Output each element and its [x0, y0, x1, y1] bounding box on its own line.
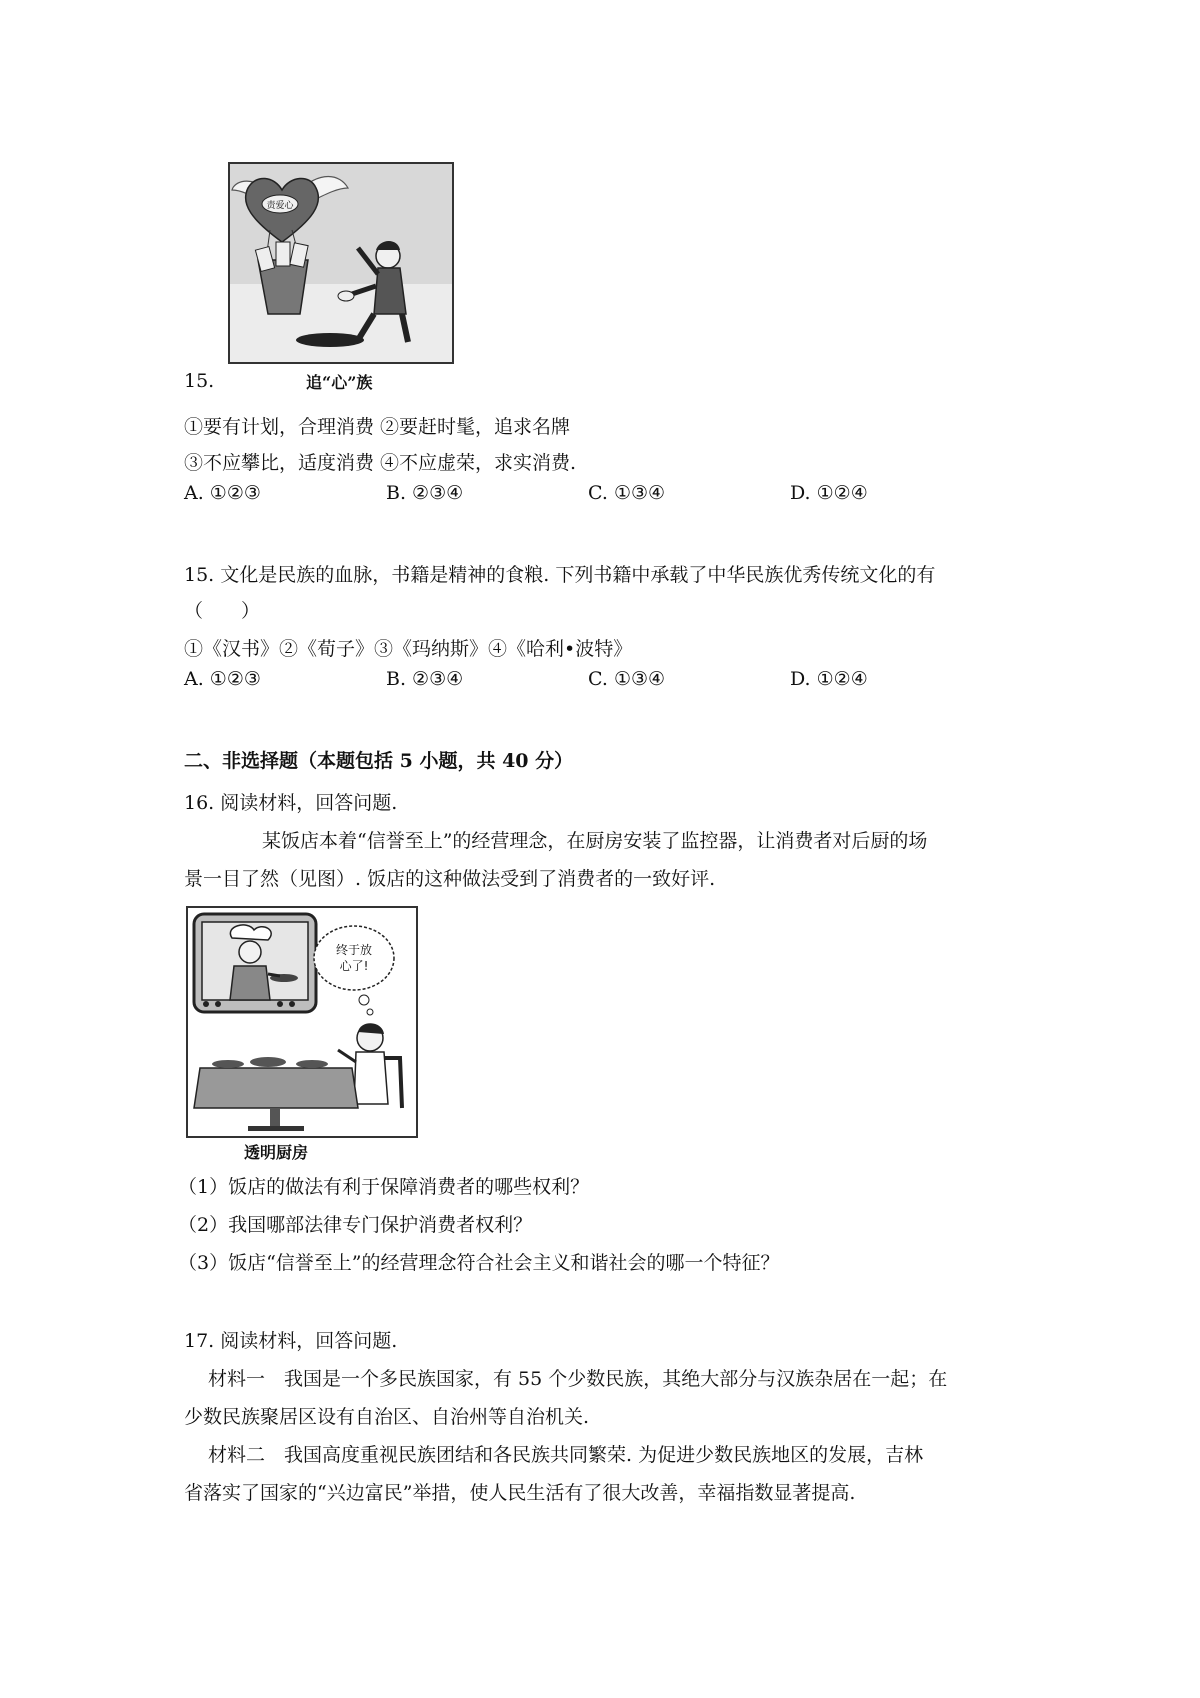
q17-material1-line2: 少数民族聚居区设有自治区、自治州等自治机关. — [184, 1406, 590, 1428]
kitchen-caption: 透明厨房 — [244, 1143, 309, 1162]
q15b-option-a[interactable]: A. ①②③ — [184, 668, 261, 690]
q15a-items-line1: ①要有计划，合理消费 ②要赶时髦，追求名牌 — [184, 416, 571, 438]
cartoon-zhui-xin-zu — [228, 162, 454, 364]
q15b-stem: 15. 文化是民族的血脉，书籍是精神的食粮. 下列书籍中承载了中华民族优秀传统文化的有 — [184, 564, 936, 586]
kitchen-illustration — [188, 908, 416, 1136]
q15a-items-line2: ③不应攀比，适度消费 ④不应虚荣，求实消费. — [184, 452, 577, 474]
q16-sub1: （1）饭店的做法有利于保障消费者的哪些权利？ — [178, 1176, 590, 1198]
cartoon-illustration — [230, 164, 452, 362]
cartoon-caption: 追“心”族 — [306, 373, 373, 392]
q15a-option-b[interactable]: B. ②③④ — [386, 482, 464, 504]
q15b-answer-paren: （ ） — [184, 600, 261, 622]
q17-material2-line1: 材料二 我国高度重视民族团结和各民族共同繁荣. 为促进少数民族地区的发展，吉林 — [208, 1444, 924, 1466]
q16-title: 16. 阅读材料，回答问题. — [184, 792, 398, 814]
q15a-option-a[interactable]: A. ①②③ — [184, 482, 261, 504]
q15a-option-d[interactable]: D. ①②④ — [790, 482, 868, 504]
balloon-label: 责爱心 — [266, 201, 294, 211]
section-heading: 二、非选择题（本题包括 5 小题，共 40 分） — [184, 750, 574, 772]
q15a-option-c[interactable]: C. ①③④ — [588, 482, 666, 504]
question-15a-number: 15. — [184, 370, 215, 392]
q16-sub3: （3）饭店“信誉至上”的经营理念符合社会主义和谐社会的哪一个特征？ — [178, 1252, 780, 1274]
q17-material2-line2: 省落实了国家的“兴边富民”举措，使人民生活有了很大改善，幸福指数显著提高. — [184, 1482, 856, 1504]
q17-title: 17. 阅读材料，回答问题. — [184, 1330, 398, 1352]
q15b-option-c[interactable]: C. ①③④ — [588, 668, 666, 690]
q15b-option-b[interactable]: B. ②③④ — [386, 668, 464, 690]
bubble-text-line2: 心了! — [339, 959, 369, 973]
cartoon-transparent-kitchen — [186, 906, 418, 1138]
bubble-text-line1: 终于放 — [335, 943, 373, 957]
q16-paragraph-line2: 景一目了然（见图）. 饭店的这种做法受到了消费者的一致好评. — [184, 868, 716, 890]
q15b-items: ①《汉书》②《荀子》③《玛纳斯》④《哈利•波特》 — [184, 638, 633, 660]
q16-paragraph-line1: 某饭店本着“信誉至上”的经营理念，在厨房安装了监控器，让消费者对后厨的场 — [262, 830, 928, 852]
q16-sub2: （2）我国哪部法律专门保护消费者权利？ — [178, 1214, 533, 1236]
q17-material1-line1: 材料一 我国是一个多民族国家，有 55 个少数民族，其绝大部分与汉族杂居在一起；在 — [208, 1368, 948, 1390]
q15b-option-d[interactable]: D. ①②④ — [790, 668, 868, 690]
